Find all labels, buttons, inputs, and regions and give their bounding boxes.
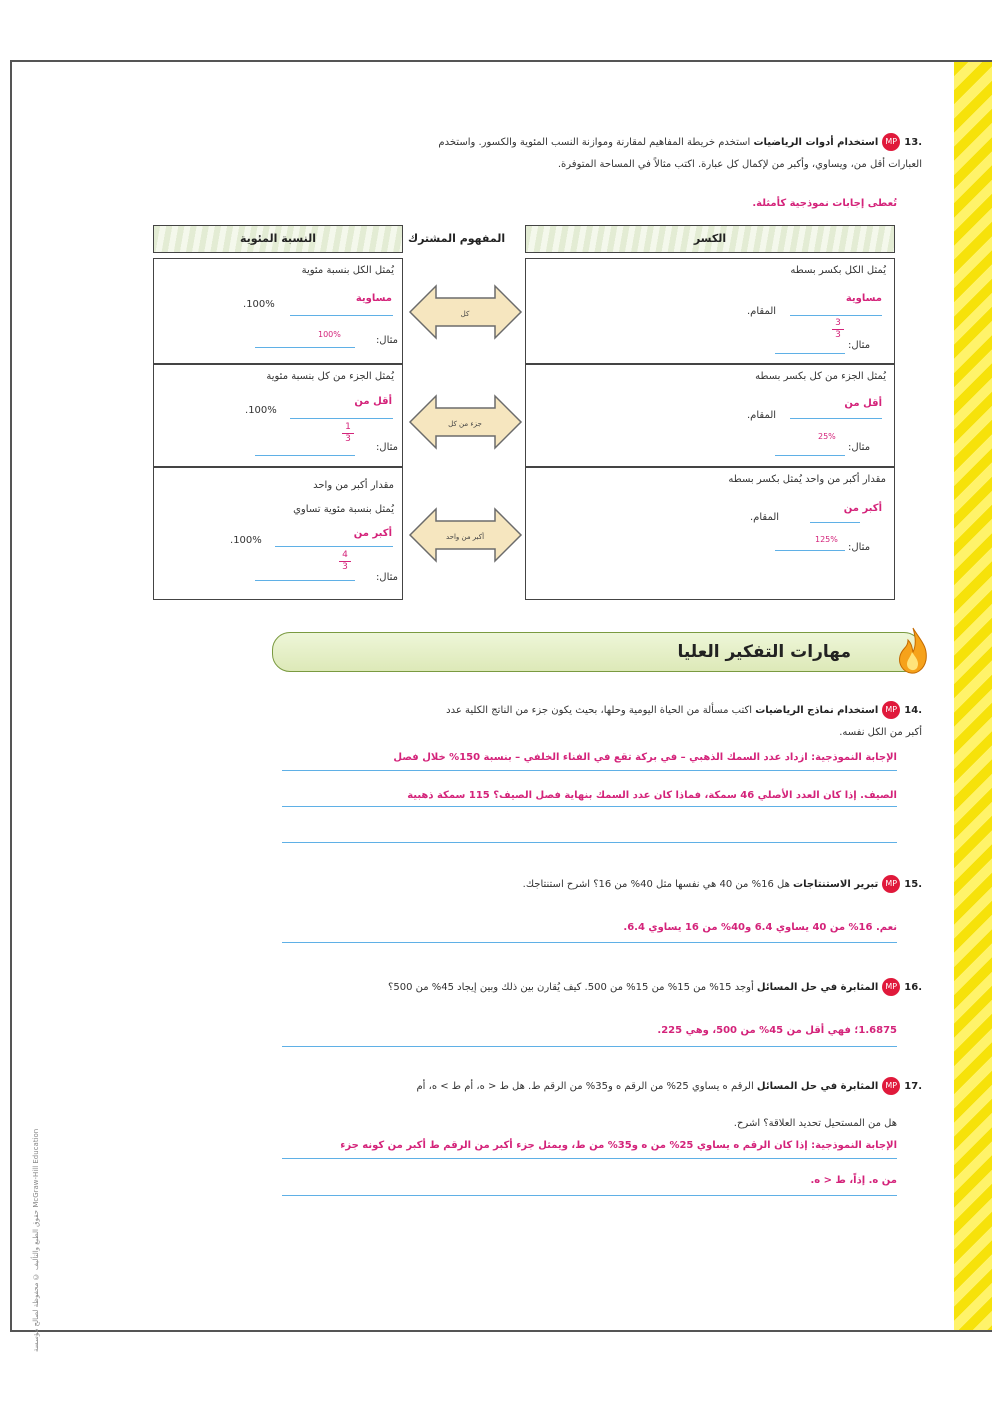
question-text: اكتب مسألة من الحياة اليومية وحلها، بحيث يكون جزء من الناتج الكلية عدد bbox=[446, 705, 753, 716]
answer-fraction-1: مساوية bbox=[845, 293, 882, 304]
hot-title: مهارات التفكير العليا bbox=[677, 642, 851, 662]
arrow-label-greater: أكبر من واحد bbox=[445, 533, 485, 541]
answer-16: 1.6875؛ فهي أقل من 45% من 500، وهي 225. bbox=[657, 1025, 897, 1036]
fraction-example-3: 125% bbox=[815, 535, 838, 544]
question-number: .16 bbox=[904, 982, 922, 993]
example-label: مثال: bbox=[375, 442, 398, 453]
mp-badge-icon: MP bbox=[882, 1077, 900, 1095]
arrow-label-whole: كل bbox=[460, 310, 470, 318]
answer-line bbox=[282, 1158, 897, 1159]
answer-14-line2: الصيف. إذا كان العدد الأصلي 46 سمكة، فماذا كان عدد السمك بنهاية فصل الصيف؟ 115 سمكة ذهبية bbox=[407, 790, 897, 801]
answer-line bbox=[282, 1195, 897, 1196]
question-text: هل 16% من 40 هي نفسها مثل 40% من 16؟ اشرح استنتاجك. bbox=[522, 879, 790, 890]
answer-line bbox=[775, 455, 845, 456]
answer-17-line1: الإجابة النموذجية: إذا كان الرقم ه يساوي 25% من ه و35% من ط، ويمثل جزء أكبر من الرقم ط أكبر من كونه جزء bbox=[340, 1140, 897, 1151]
percent-tail-1: 100%. bbox=[243, 299, 275, 310]
example-percent-1: 100% bbox=[318, 330, 341, 339]
sample-answers-note: تُعطى إجابات نموذجية كأمثلة. bbox=[752, 198, 897, 209]
question-number: .17 bbox=[904, 1081, 922, 1092]
question-16 bbox=[282, 978, 922, 996]
answer-14-line1: الإجابة النموذجية: ازداد عدد السمك الذهبي – في بركة تقع في الفناء الخلفي – بنسبة 150% خلال فصل bbox=[393, 752, 897, 763]
header-fraction: الكسر bbox=[525, 225, 895, 253]
percent-example-3: 4 3 bbox=[339, 550, 351, 573]
question-text-2: أكبر من الكل نفسه. bbox=[839, 727, 922, 738]
percent-cell-1: يُمثل الكل بنسبة مئوية bbox=[153, 258, 403, 364]
answer-fraction-2: أقل من bbox=[844, 398, 882, 409]
example-label: مثال: bbox=[848, 542, 871, 553]
copyright-note: حقوق الطبع والتأليف © محفوظة لصالح مؤسسة McGraw-Hill Education bbox=[32, 1128, 40, 1352]
question-title: تبرير الاستنتاجات bbox=[793, 879, 879, 890]
fraction-tail-1: المقام. bbox=[747, 306, 777, 317]
question-text: أوجد 15% من 15% من 15% من 500. كيف يُقارن بين ذلك وبين إيجاد 45% من 500؟ bbox=[388, 982, 754, 993]
question-number: .15 bbox=[904, 879, 922, 890]
percent-tail-2: 100%. bbox=[245, 405, 277, 416]
question-title: استخدام أدوات الرياضيات bbox=[753, 137, 879, 148]
question-17-text-2: هل من المستحيل تحديد العلاقة؟ اشرح. bbox=[733, 1118, 897, 1129]
answer-percent-2: أقل من bbox=[354, 396, 392, 407]
hot-section-banner bbox=[272, 632, 922, 672]
double-arrow-icon bbox=[408, 282, 523, 342]
answer-line bbox=[810, 522, 860, 523]
example-label: مثال: bbox=[375, 572, 398, 583]
question-text: الرقم ه يساوي 25% من الرقم ه و35% من الرقم ط. هل ط < ه، أم ط > ه، أم bbox=[416, 1081, 754, 1092]
fraction-example-1: 3 3 bbox=[832, 318, 844, 341]
answer-line bbox=[282, 806, 897, 807]
question-title: المثابرة في حل المسائل bbox=[756, 1081, 879, 1092]
question-title: المثابرة في حل المسائل bbox=[756, 982, 879, 993]
question-number: .14 bbox=[904, 705, 922, 716]
fraction-example-2: 25% bbox=[818, 432, 836, 441]
decorative-stripe bbox=[954, 62, 992, 1330]
answer-line bbox=[275, 546, 393, 547]
arrow-label-part: جزء من كل bbox=[448, 420, 482, 428]
fraction-cell-3: مقدار أكبر من واحد يُمثل بكسر بسطه bbox=[525, 467, 895, 600]
percent-tail-3: 100%. bbox=[230, 535, 262, 546]
answer-line bbox=[255, 580, 355, 581]
question-17 bbox=[282, 1075, 922, 1099]
header-percent: النسبة المئوية bbox=[153, 225, 403, 253]
answer-17-line2: من ه. إذاً، ط < ه. bbox=[810, 1175, 897, 1186]
answer-line bbox=[290, 418, 393, 419]
question-13 bbox=[282, 132, 922, 176]
answer-line bbox=[282, 842, 897, 843]
question-text-2: العبارات أقل من، ويساوي، وأكبر من لإكمال كل عبارة. اكتب مثالاً في المساحة المتوفرة. bbox=[557, 159, 922, 170]
mp-badge-icon: MP bbox=[882, 875, 900, 893]
header-common-concept: المفهوم المشترك bbox=[408, 232, 506, 245]
answer-line bbox=[290, 315, 393, 316]
double-arrow-icon bbox=[408, 505, 523, 565]
fraction-cell-1: يُمثل الكل بكسر بسطه bbox=[525, 258, 895, 364]
answer-line bbox=[790, 418, 882, 419]
question-15 bbox=[282, 875, 922, 893]
question-text: استخدم خريطة المفاهيم لمقارنة وموازنة النسب المئوية والكسور. واستخدم bbox=[438, 137, 751, 148]
answer-15: نعم. 16% من 40 يساوي 6.4 و40% من 16 يساوي 6.4. bbox=[623, 922, 897, 933]
example-label: مثال: bbox=[848, 340, 871, 351]
mp-badge-icon: MP bbox=[882, 133, 900, 151]
question-number: .13 bbox=[904, 137, 922, 148]
mp-badge-icon: MP bbox=[882, 701, 900, 719]
percent-example-2: 1 3 bbox=[342, 422, 354, 445]
percent-cell-3: مقدار أكبر من واحد يُمثل بنسبة مئوية تساوي bbox=[153, 467, 403, 600]
answer-line bbox=[282, 1046, 897, 1047]
fraction-tail-2: المقام. bbox=[747, 410, 777, 421]
answer-line bbox=[775, 353, 845, 354]
answer-percent-3: أكبر من bbox=[353, 528, 392, 539]
flame-icon bbox=[896, 626, 930, 676]
answer-line bbox=[282, 770, 897, 771]
question-title: استخدام نماذج الرياضيات bbox=[755, 705, 879, 716]
answer-percent-1: مساوية bbox=[355, 293, 392, 304]
fraction-cell-2: يُمثل الجزء من كل بكسر بسطه bbox=[525, 364, 895, 467]
fraction-tail-3: المقام. bbox=[750, 512, 780, 523]
answer-fraction-3: أكبر من bbox=[843, 503, 882, 514]
answer-line bbox=[790, 315, 882, 316]
mp-badge-icon: MP bbox=[882, 978, 900, 996]
answer-line bbox=[775, 550, 845, 551]
answer-line bbox=[255, 455, 355, 456]
example-label: مثال: bbox=[848, 442, 871, 453]
percent-cell-2: يُمثل الجزء من كل بنسبة مئوية bbox=[153, 364, 403, 467]
answer-line bbox=[282, 942, 897, 943]
answer-line bbox=[255, 347, 355, 348]
question-14 bbox=[282, 700, 922, 744]
double-arrow-icon bbox=[408, 392, 523, 452]
example-label: مثال: bbox=[375, 335, 398, 346]
